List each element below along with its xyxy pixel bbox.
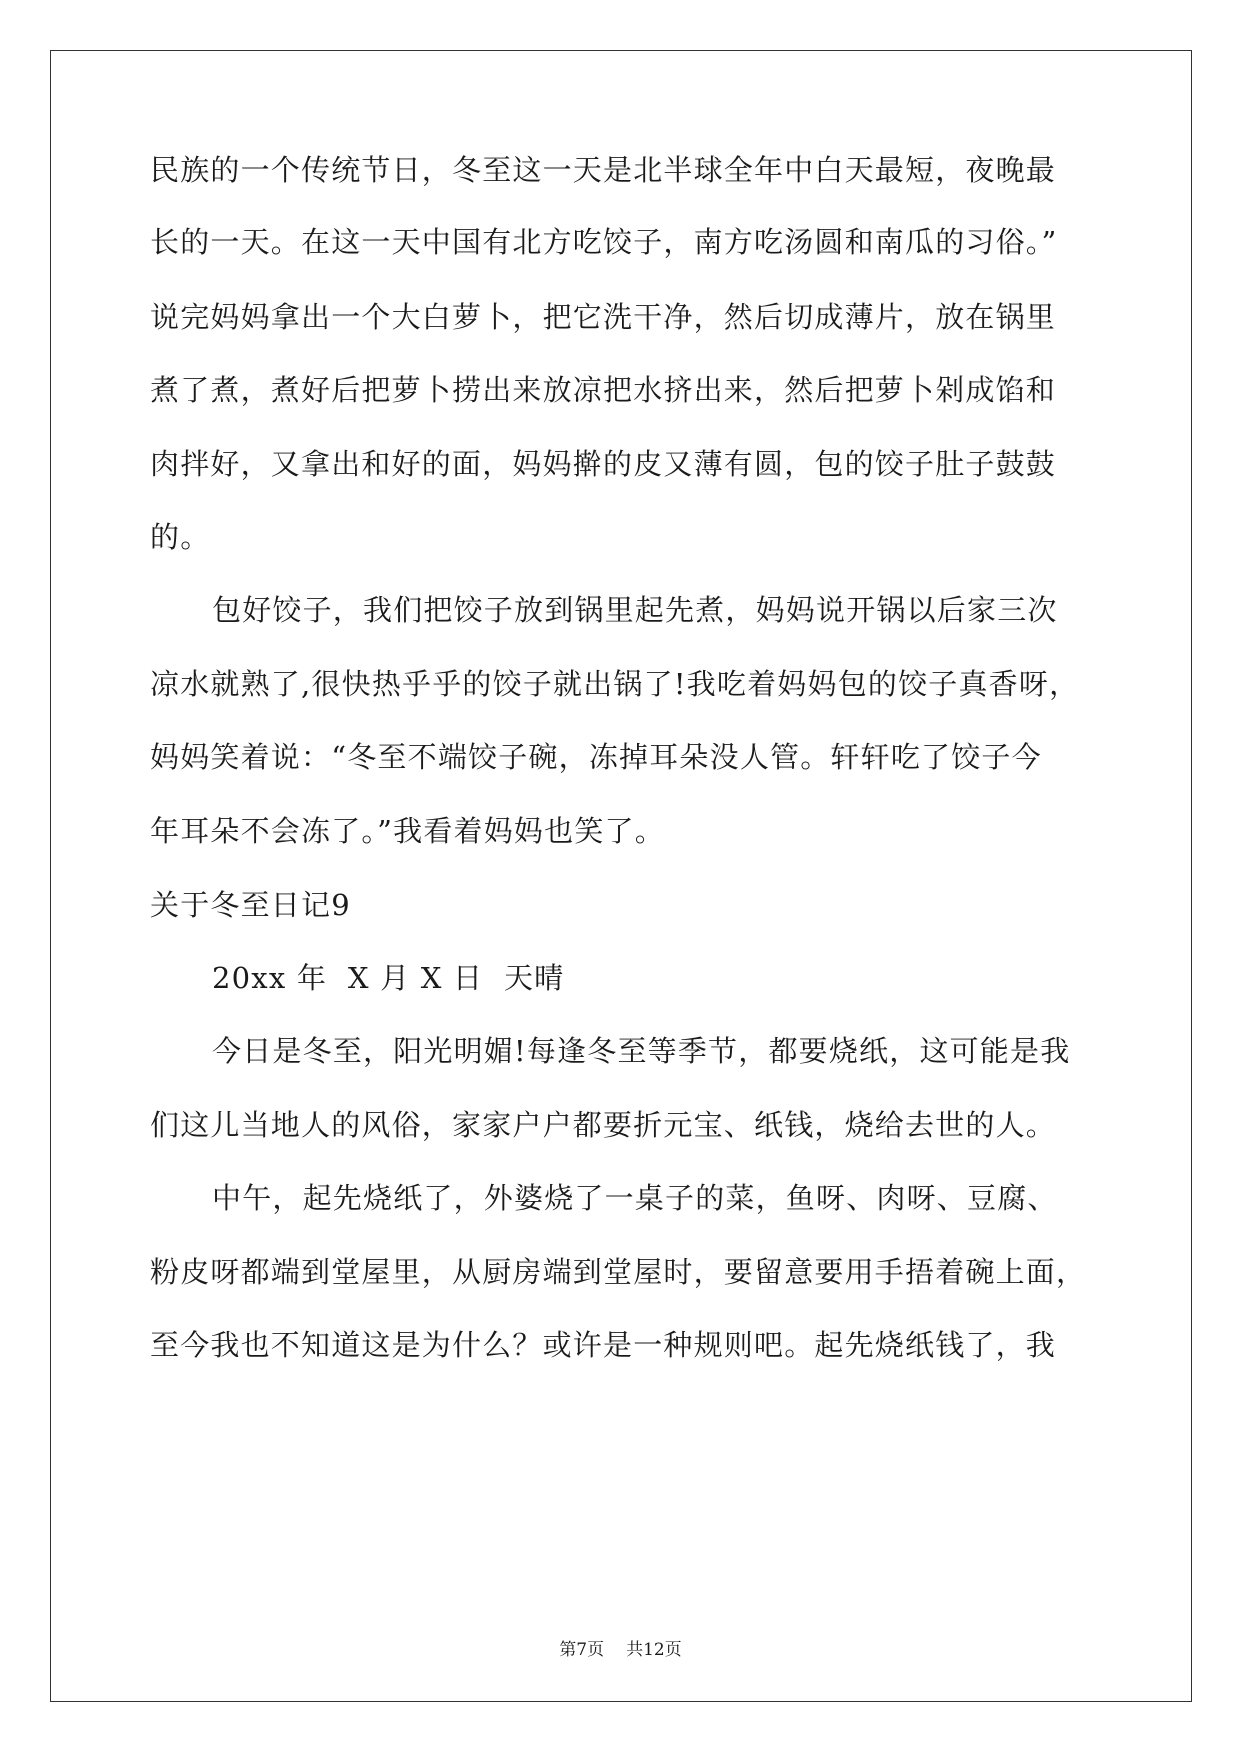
text-line-9: 妈妈笑着说：“冬至不端饺子碗，冻掉耳朵没人管。轩轩吃了饺子今	[150, 740, 1042, 774]
text-line-8: 凉水就熟了,很快热乎乎的饺子就出锅了!我吃着妈妈包的饺子真香呀，	[150, 667, 1080, 701]
text-line-2: 长的一天。在这一天中国有北方吃饺子，南方吃汤圆和南瓜的习俗。”	[150, 225, 1058, 259]
text-line-6: 的。	[150, 520, 211, 554]
section-heading: 关于冬至日记9	[150, 888, 351, 922]
text-line-4: 煮了煮，煮好后把萝卜捞出来放凉把水挤出来，然后把萝卜剁成馅和	[150, 373, 1057, 407]
page-total: 共12页	[626, 1640, 682, 1660]
text-line-13: 今日是冬至，阳光明媚!每逢冬至等季节，都要烧纸，这可能是我	[212, 1034, 1071, 1068]
text-line-7: 包好饺子，我们把饺子放到锅里起先煮，妈妈说开锅以后家三次	[212, 593, 1058, 627]
text-line-17: 至今我也不知道这是为什么？或许是一种规则吧。起先烧纸钱了，我	[150, 1328, 1057, 1362]
text-line-15: 中午，起先烧纸了，外婆烧了一桌子的菜，鱼呀、肉呀、豆腐、	[212, 1181, 1058, 1215]
text-line-1: 民族的一个传统节日，冬至这一天是北半球全年中白天最短，夜晚最	[150, 153, 1057, 187]
page-number: 第7页	[559, 1640, 605, 1660]
page-footer	[0, 1638, 1241, 1662]
text-line-5: 肉拌好，又拿出和好的面，妈妈擀的皮又薄有圆，包的饺子肚子鼓鼓	[150, 447, 1057, 481]
date-line: 20xx 年 X 月 X 日 天晴	[212, 961, 565, 995]
text-line-10: 年耳朵不会冻了。”我看着妈妈也笑了。	[150, 814, 665, 848]
text-line-3: 说完妈妈拿出一个大白萝卜，把它洗干净，然后切成薄片，放在锅里	[150, 300, 1057, 334]
text-line-16: 粉皮呀都端到堂屋里，从厨房端到堂屋时，要留意要用手捂着碗上面，	[150, 1255, 1087, 1289]
text-line-14: 们这儿当地人的风俗，家家户户都要折元宝、纸钱，烧给去世的人。	[150, 1108, 1057, 1142]
